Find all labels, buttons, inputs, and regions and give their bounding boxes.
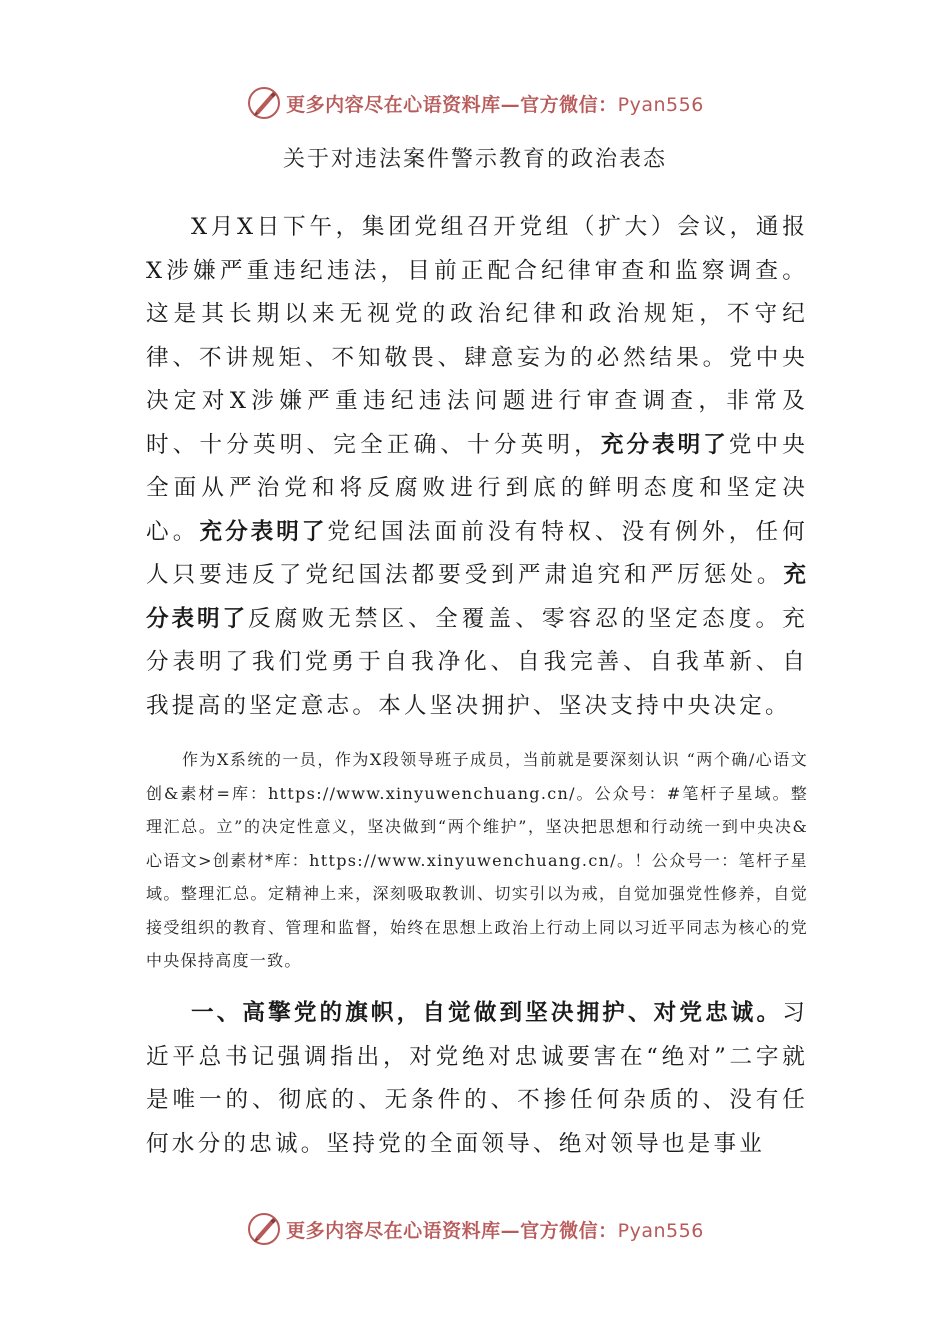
paragraph-3: 一、高擎党的旗帜，自觉做到坚决拥护、对党忠诚。习近平总书记强调指出，对党绝对忠诚要害在“绝对”二字就是唯一的、彻底的、无条件的、不掺任何杂质的、没有任何水分的忠诚。坚持党的全面领导、绝对领导也是事业 bbox=[146, 1000, 808, 1157]
header-watermark-banner bbox=[0, 80, 950, 126]
pen-logo-icon bbox=[246, 85, 282, 121]
emphasis-1: 充分表明了 bbox=[600, 431, 729, 458]
section-heading-1: 一、高擎党的旗帜，自觉做到坚决拥护、对党忠诚。 bbox=[191, 1000, 783, 1026]
pen-logo-icon bbox=[246, 1211, 282, 1247]
footer-watermark-banner bbox=[0, 1206, 950, 1252]
paragraph-2: 作为X系统的一员，作为X段领导班子成员，当前就是要深刻认识 “两个确/心语文创&素材=库：https://www.xinyuwenchuang.cn/。公众号：#笔杆子星域。整理汇总。立”的决定性意义，坚决做到“两个维护”，坚决把思想和行动统一到中央决&心语文>创素材*库：https://www.xinyuwenchuang.cn/。！公众号一：笔杆子星域。整理汇总。定精神上来，深刻吸取教训、切实引以为戒，自觉加强党性修养，自觉接受组织的教育、管理和监督，始终在思想上政治上行动上同以习近平同志为核心的党中央保持高度一致。 bbox=[146, 750, 808, 970]
banner-text: 更多内容尽在心语资料库—官方微信：Pyan556 bbox=[286, 93, 704, 116]
emphasis-2: 充分表明了 bbox=[199, 518, 328, 545]
emphasis-3: 充分表明了 bbox=[146, 562, 808, 632]
paragraph-1: X月X日下午，集团党组召开党组（扩大）会议，通报X涉嫌严重违纪违法，目前正配合纪律审查和监察调查。这是其长期以来无视党的政治纪律和政治规矩，不守纪律、不讲规矩、不知敬畏、肆意妄为的必然结果。党中央决定对X涉嫌严重违纪违法问题进行审查调查，非常及时、十分英明、完全正确、十分英明，充分表明了党中央全面从严治党和将反腐败进行到底的鲜明态度和坚定决心。充分表明了党纪国法面前没有特权、没有例外，任何人只要违反了党纪国法都要受到严肃追究和严厉惩处。充分表明了反腐败无禁区、全覆盖、零容忍的坚定态度。充分表明了我们党勇于自我净化、自我完善、自我革新、自我提高的坚定意志。本人坚决拥护、坚决支持中央决定。 bbox=[146, 214, 809, 719]
banner-text: 更多内容尽在心语资料库—官方微信：Pyan556 bbox=[286, 1219, 704, 1242]
document-title: 关于对违法案件警示教育的政治表态 bbox=[282, 147, 667, 172]
